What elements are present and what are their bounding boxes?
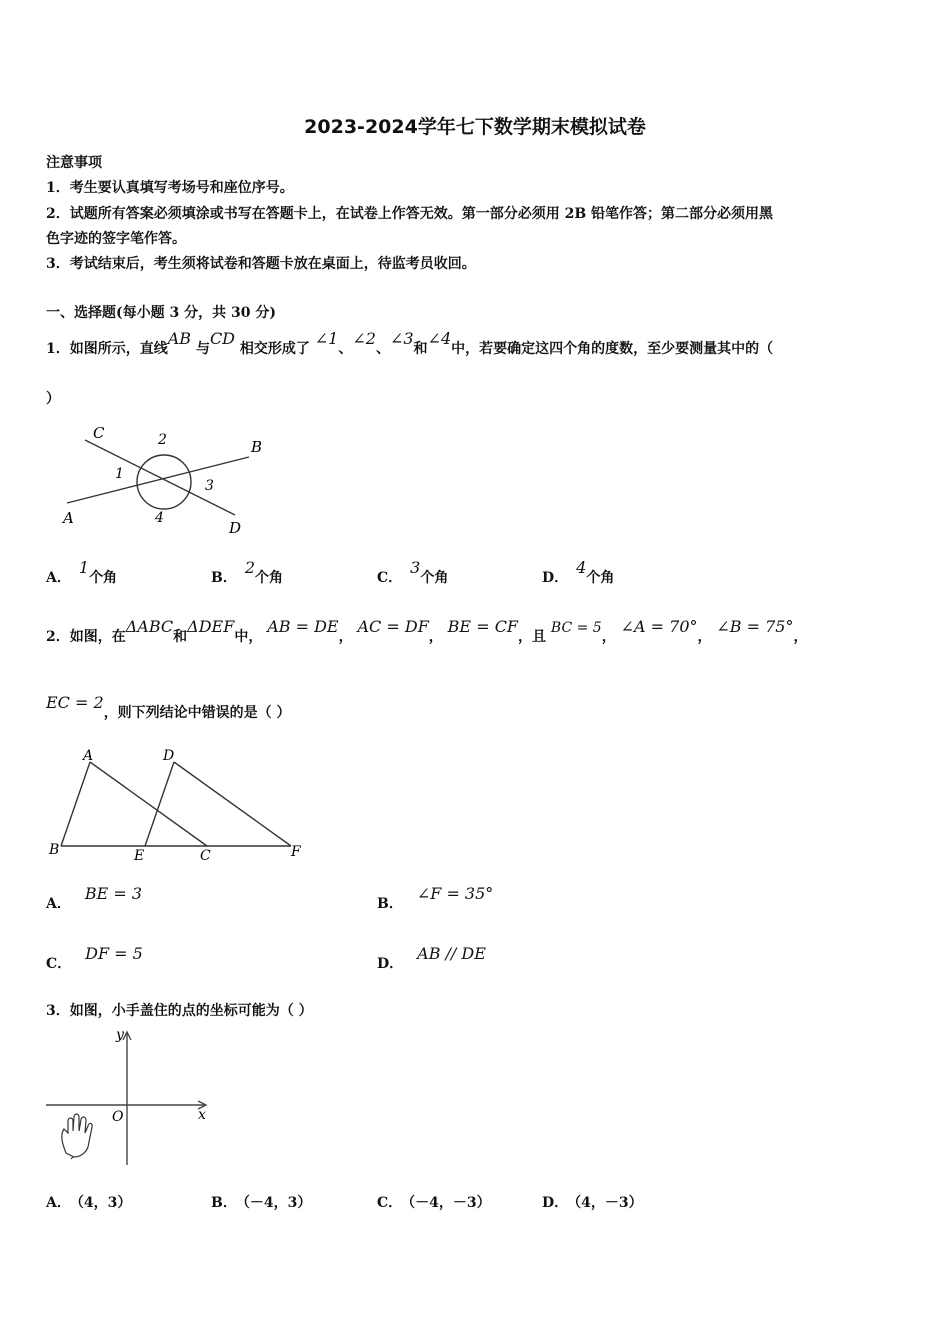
q1-close-paren: ） [46, 391, 60, 407]
q2-triangle-abc: ΔABC [125, 617, 174, 636]
q2-option-c-label: C． [46, 956, 72, 972]
q1-angle-2: ∠2 [352, 329, 376, 348]
notice-item-3: 3．考试结束后，考生须将试卷和答题卡放在桌面上，待监考员收回。 [46, 256, 476, 272]
q3-figure [40, 1025, 220, 1175]
notice-heading: 注意事项 [46, 155, 102, 171]
q1-sep-2: 、 [375, 341, 390, 357]
q2-option-c[interactable] [46, 944, 143, 973]
q2-cond-5: ∠A = 70° [620, 617, 698, 636]
q3-option-c[interactable] [377, 1192, 491, 1212]
q1-line-ab: AB [167, 329, 192, 348]
q1-option-d-num: 4 [576, 558, 587, 577]
q1-option-c[interactable] [377, 558, 449, 587]
q2-stem-line2 [46, 693, 291, 722]
q1-label-a: A [63, 509, 74, 527]
hand-icon [62, 1114, 92, 1159]
q3-option-b-label: B． [211, 1195, 237, 1211]
q2-suffix: ，则下列结论中错误的是（ ） [103, 705, 291, 721]
q2-cond-7: EC = 2 [46, 693, 104, 712]
q2-option-d[interactable] [377, 944, 486, 973]
q2-cond-1: AB = DE [267, 617, 339, 636]
q1-label-4: 4 [155, 510, 164, 526]
q3-stem: 3．如图，小手盖住的点的坐标可能为（ ） [46, 1003, 313, 1019]
q2-side-ab [61, 762, 90, 846]
q3-label-o: O [112, 1109, 124, 1125]
q1-he: 和 [413, 341, 428, 357]
q1-prefix: 1．如图所示，直线 [46, 341, 168, 357]
q1-conj: 与 [195, 341, 210, 357]
q3-label-y: y [116, 1027, 124, 1043]
q3-option-b-text: （－4，3） [242, 1195, 312, 1211]
q1-angle-1: ∠1 [314, 329, 339, 348]
q2-cond-2: AC = DF [357, 617, 429, 636]
q1-option-b-text: 个角 [255, 570, 284, 586]
q2-comma-5: ， [793, 629, 808, 645]
q2-side-ac [90, 762, 207, 846]
q1-angle-4: ∠4 [427, 329, 452, 348]
q1-option-c-num: 3 [410, 558, 421, 577]
q1-figure [55, 420, 285, 545]
q1-label-1: 1 [115, 466, 124, 482]
q2-option-b-expr: ∠F = 35° [416, 884, 494, 903]
q2-cond-3: BE = CF [447, 617, 519, 636]
q1-option-c-text: 个角 [420, 570, 449, 586]
q2-label-e: E [134, 848, 145, 864]
q2-cond-6: ∠B = 75° [716, 617, 794, 636]
q1-stem [46, 329, 774, 358]
q3-option-c-label: C． [377, 1195, 403, 1211]
q2-triangle-def: ΔDEF [187, 617, 235, 636]
q2-comma-4: ， [697, 629, 712, 645]
q2-side-df [174, 762, 291, 846]
q2-label-f: F [291, 844, 301, 860]
q3-option-a-label: A． [46, 1195, 71, 1211]
notice-item-2b: 色字迹的签字笔作答。 [46, 231, 186, 247]
q3-option-a-text: （4，3） [76, 1195, 132, 1211]
q2-option-a-expr: BE = 3 [84, 884, 143, 903]
q2-zhong: 中， [234, 629, 263, 645]
q2-option-b[interactable] [377, 884, 494, 913]
q1-angle-circle [137, 455, 191, 509]
q2-option-c-expr: DF = 5 [85, 944, 143, 963]
q2-option-d-expr: AB // DE [417, 944, 486, 963]
q1-option-d-text: 个角 [586, 570, 615, 586]
q2-comma-2: ， [428, 629, 443, 645]
q1-label-b: B [251, 438, 263, 456]
q3-option-a[interactable] [46, 1192, 131, 1212]
q2-label-c: C [200, 848, 211, 864]
q1-label-c: C [93, 424, 105, 442]
q1-option-b-num: 2 [244, 558, 256, 577]
q3-option-c-text: （－4，－3） [408, 1195, 491, 1211]
q2-label-b: B [49, 842, 60, 858]
q2-figure [45, 742, 315, 867]
q1-option-d[interactable] [542, 558, 615, 587]
q1-option-a-num: 1 [78, 558, 90, 577]
q1-option-d-label: D． [542, 570, 569, 586]
notice-item-1: 1．考生要认真填写考场号和座位序号。 [46, 180, 294, 196]
q1-line-ab-drawn [67, 457, 249, 503]
q1-sep-1: 、 [338, 341, 353, 357]
q1-mid: 相交形成了 [239, 341, 310, 357]
q1-option-a-text: 个角 [89, 570, 118, 586]
q2-label-a: A [83, 748, 94, 764]
notice-item-2a: 2．试题所有答案必须填涂或书写在答题卡上，在试卷上作答无效。第一部分必须用 2B 铅笔作答；第二部分必须用黑 [46, 206, 774, 222]
q2-stem [46, 617, 808, 646]
q3-option-d[interactable] [542, 1192, 643, 1212]
q3-option-b[interactable] [211, 1192, 311, 1212]
q3-label-x: x [198, 1107, 206, 1123]
q2-option-a-label: A． [46, 896, 71, 912]
section-heading: 一、选择题(每小题 3 分，共 30 分) [46, 305, 276, 321]
q2-option-b-label: B． [377, 896, 403, 912]
q1-label-3: 3 [205, 478, 214, 494]
q1-label-d: D [229, 519, 242, 537]
q3-option-d-text: （4，－3） [574, 1195, 643, 1211]
q1-option-a[interactable] [46, 558, 118, 587]
q1-line-cd: CD [209, 329, 236, 348]
q2-comma-3: ， [601, 629, 616, 645]
q2-option-a[interactable] [46, 884, 143, 913]
q1-option-b-label: B． [211, 570, 237, 586]
q1-option-b[interactable] [211, 558, 284, 587]
q1-option-a-label: A． [46, 570, 71, 586]
q1-option-c-label: C． [377, 570, 403, 586]
page-title: 2023-2024学年七下数学期末模拟试卷 [304, 116, 646, 138]
q1-label-2: 2 [158, 432, 167, 448]
q2-comma-1: ， [338, 629, 353, 645]
q1-suffix: 中，若要确定这四个角的度数，至少要测量其中的（ [451, 341, 774, 357]
q2-he: 和 [173, 629, 188, 645]
q2-label-d: D [163, 748, 175, 764]
q2-option-d-label: D． [377, 956, 404, 972]
q2-qie: ，且 [518, 629, 547, 645]
q1-angle-3: ∠3 [389, 329, 414, 348]
q3-option-d-label: D． [542, 1195, 569, 1211]
q2-cond-4: BC = 5 [550, 620, 602, 636]
q2-prefix: 2．如图，在 [46, 629, 126, 645]
